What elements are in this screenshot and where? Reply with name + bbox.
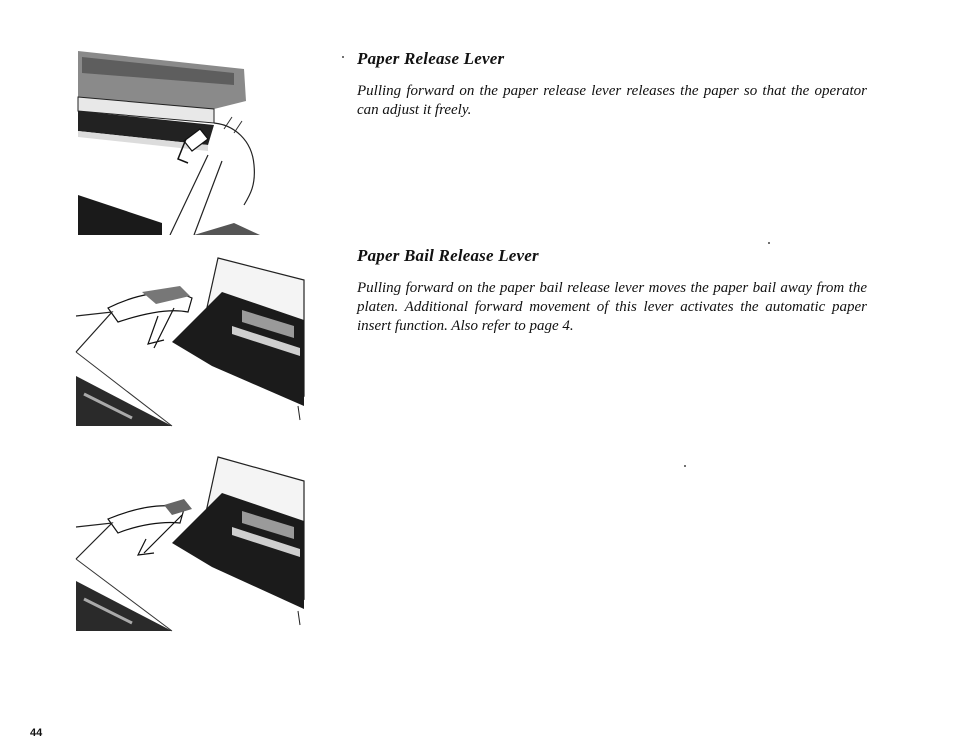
page-number: 44 bbox=[30, 727, 43, 739]
paper-bail-lever-illustration-1 bbox=[72, 256, 308, 428]
paper-release-lever-illustration bbox=[74, 45, 260, 235]
paper-release-lever-section bbox=[357, 49, 867, 120]
paper-bail-lever-illustration-2 bbox=[72, 455, 308, 633]
paper-bail-release-lever-section bbox=[357, 246, 867, 336]
section-heading: Paper Release Lever bbox=[357, 49, 505, 68]
scan-speck bbox=[684, 465, 686, 467]
section-body: Pulling forward on the paper bail release lever moves the paper bail away from the platen. Additional forward movement of this lever activates the automatic paper insert function. Also refer to page 4. bbox=[357, 280, 867, 334]
section-body: Pulling forward on the paper release lever releases the paper so that the operator can adjust it freely. bbox=[357, 83, 867, 118]
section-heading: Paper Bail Release Lever bbox=[357, 246, 539, 265]
scan-speck bbox=[768, 242, 770, 244]
scan-speck bbox=[342, 56, 344, 58]
